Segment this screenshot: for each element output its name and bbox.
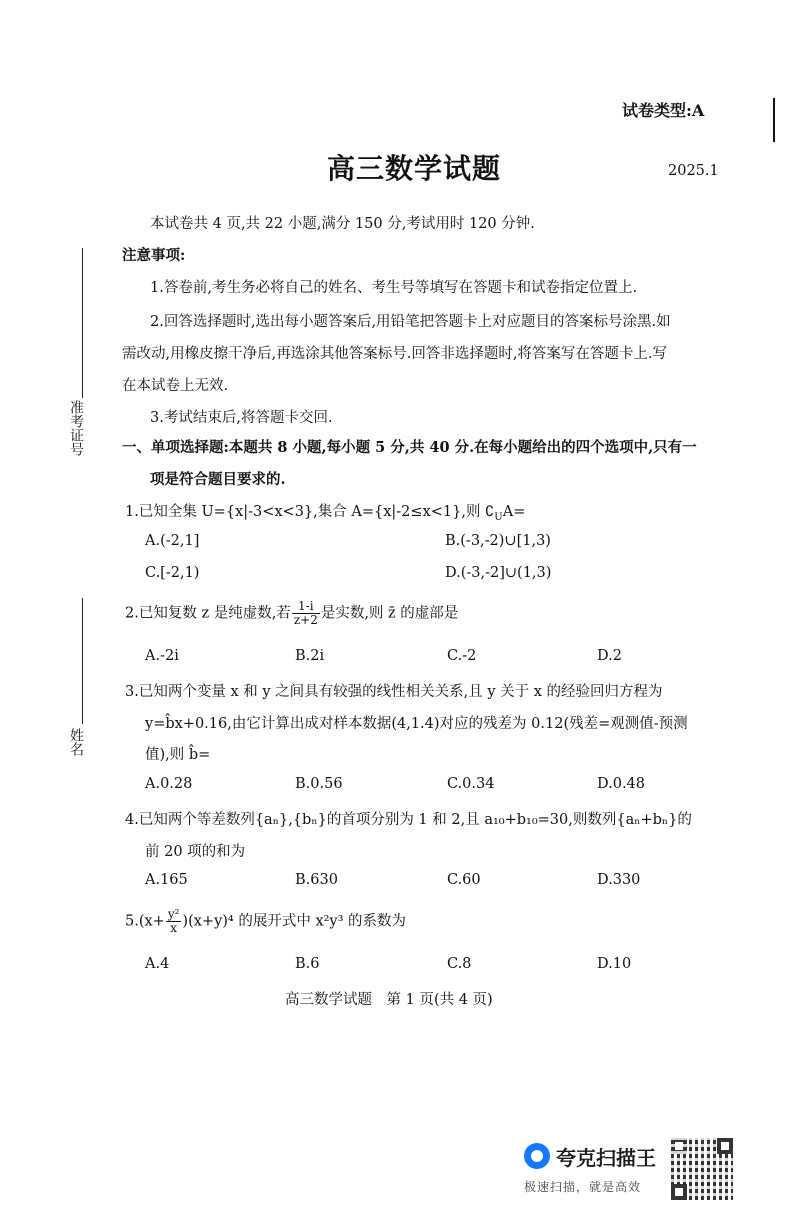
q2-option-a: A.-2i <box>145 648 179 664</box>
q4-option-b: B.630 <box>295 872 338 888</box>
scanner-slogan: 极速扫描，就是高效 <box>524 1180 642 1194</box>
exam-date: 2025.1 <box>668 163 719 179</box>
notice-line-2c: 在本试卷上无效. <box>122 378 229 394</box>
q2-stem-post: 是实数,则 z̄ 的虚部是 <box>320 605 459 622</box>
q4-line-2: 前 20 项的和为 <box>145 844 246 860</box>
exam-id-label: 准考证号 <box>68 400 84 456</box>
q4-option-d: D.330 <box>597 872 641 888</box>
notice-heading: 注意事项: <box>122 247 186 264</box>
q1-option-c: C.[-2,1) <box>145 565 200 581</box>
q1-stem-text: 1.已知全集 U={x|-3<x<3},集合 A={x|-2≤x<1},则 ∁ <box>125 504 495 520</box>
q1-stem <box>125 500 525 523</box>
q5-stem-pre: 5.(x+ <box>125 913 165 930</box>
scanner-logo-icon <box>524 1143 550 1169</box>
name-label: 姓名 <box>68 728 84 756</box>
q1-stem-sub: U <box>494 511 503 523</box>
q3-line-1: 3.已知两个变量 x 和 y 之间具有较强的线性相关关系,且 y 关于 x 的经验回归方程为 <box>125 684 663 700</box>
page-footer: 高三数学试题 第 1 页(共 4 页) <box>285 992 493 1008</box>
q1-stem-tail: A= <box>502 504 526 520</box>
q5-frac-num: y² <box>167 907 180 921</box>
scanner-brand: 夸克扫描王 <box>556 1146 656 1170</box>
paper-type: 试卷类型:A <box>622 101 705 120</box>
page-title: 高三数学试题 <box>327 152 502 185</box>
qr-corner <box>671 1184 687 1200</box>
q2-option-b: B.2i <box>295 648 325 664</box>
q2-frac-den: z+2 <box>293 613 318 627</box>
q3-line-3: 值),则 b̂= <box>145 747 211 763</box>
q1-option-d: D.(-3,-2]∪(1,3) <box>445 565 552 581</box>
q2-stem <box>125 600 458 627</box>
q1-option-b: B.(-3,-2)∪[1,3) <box>445 533 551 549</box>
q3-line-2: y=b̂x+0.16,由它计算出成对样本数据(4,1.4)对应的残差为 0.12(残差=观测值-预测 <box>145 716 688 732</box>
q1-option-a: A.(-2,1] <box>145 533 200 549</box>
q4-option-c: C.60 <box>447 872 481 888</box>
q2-option-d: D.2 <box>597 648 622 664</box>
notice-line-1: 1.答卷前,考生务必将自己的姓名、考生号等填写在答题卡和试卷指定位置上. <box>150 280 638 296</box>
intro-text: 本试卷共 4 页,共 22 小题,满分 150 分,考试用时 120 分钟. <box>150 216 535 232</box>
q4-option-a: A.165 <box>145 872 188 888</box>
q3-option-b: B.0.56 <box>295 776 343 792</box>
section-1-line-2: 项是符合题目要求的. <box>150 471 286 488</box>
notice-line-3: 3.考试结束后,将答题卡交回. <box>150 410 333 426</box>
q4-line-1: 4.已知两个等差数列{aₙ},{bₙ}的首项分别为 1 和 2,且 a₁₀+b₁₀=30,则数列{aₙ+bₙ}的 <box>125 812 692 828</box>
q2-stem-pre: 2.已知复数 z 是纯虚数,若 <box>125 605 291 622</box>
exam-id-line <box>82 248 83 398</box>
q5-stem <box>125 908 406 935</box>
q2-option-c: C.-2 <box>447 648 477 664</box>
q3-option-c: C.0.34 <box>447 776 495 792</box>
q5-fraction <box>166 908 182 935</box>
q5-frac-den: x <box>170 921 178 935</box>
q5-option-c: C.8 <box>447 956 472 972</box>
q5-option-a: A.4 <box>145 956 170 972</box>
q5-option-d: D.10 <box>597 956 632 972</box>
q3-option-a: A.0.28 <box>145 776 193 792</box>
notice-line-2a: 2.回答选择题时,选出每小题答案后,用铅笔把答题卡上对应题目的答案标号涂黑.如 <box>150 314 671 330</box>
section-1-line-1: 一、单项选择题:本题共 8 小题,每小题 5 分,共 40 分.在每小题给出的四个选项中,只有一 <box>122 439 697 456</box>
q3-option-d: D.0.48 <box>597 776 646 792</box>
q5-stem-post: )(x+y)⁴ 的展开式中 x²y³ 的系数为 <box>182 913 407 930</box>
q5-option-b: B.6 <box>295 956 320 972</box>
notice-line-2b: 需改动,用橡皮擦干净后,再选涂其他答案标号.回答非选择题时,将答案写在答题卡上.写 <box>122 346 668 362</box>
q2-frac-num: 1-i <box>292 600 320 614</box>
name-line <box>82 598 83 724</box>
edge-mark <box>773 98 775 142</box>
qr-code-icon <box>671 1138 733 1200</box>
q2-fraction <box>292 600 320 627</box>
